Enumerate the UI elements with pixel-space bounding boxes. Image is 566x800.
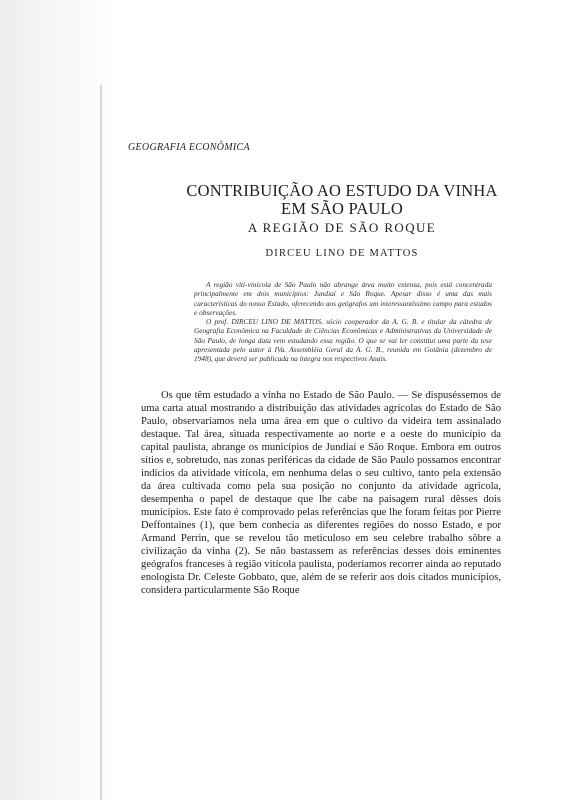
abstract-paragraph: A região viti-vinícola de São Paulo não abrange área muito extensa, pois está concentrada principalmente em dois municípios: Jundiaí e São Roque. Apesar disso é uma das mais características do nosso Estado, oferecendo aos geógrafos um interessantíssimo campo para estudos e observações.	[194, 280, 492, 317]
abstract	[194, 280, 492, 364]
page-margin-shadow	[0, 0, 118, 800]
abstract-paragraph: O prof. DIRCEU LINO DE MATTOS, sócio cooperador da A. G. B. e titular da cátedra de Geografia Econômica na Faculdade de Ciências Econômicas e Administrativas da Universidade de São Paulo, de longa data vem estudando essa região. O que se vai ler constitui uma parte da tese apresentada pelo autor à IVa. Assembléia Geral da A. G. B., reunida em Goiânia (dezembro de 1948), que deverá ser publicada na íntegra nos respectivos Anais.	[194, 317, 492, 364]
body-paragraph: Os que têm estudado a vinha no Estado de São Paulo. — Se dispuséssemos de uma carta atual mostrando a distribuição das atividades agrícolas do Estado de São Paulo, observaríamos nela uma área em que o cultivo da videira tem assinalado destaque. Tal área, situada respectivamente ao norte e a oeste do município da capital paulista, abrange os municípios de Jundiaí e São Roque. Embora em outros sítios e, sobretudo, nas zonas periféricas da cidade de São Paulo possamos encontrar indícios da atividade vitícola, em nenhuma delas o seu cultivo, tanto pela extensão da área cultivada como pela sua posição no conjunto da atividade agrícola, desempenha o papel de destaque que lhe cabe na paisagem rural dêsses dois municípios. Este fato é comprovado pelas referências que lhe foram feitas por Pierre Deffontaines (1), que bem conhecia as diferentes regiões do nosso Estado, e por Armand Perrin, que se revelou tão meticuloso em seu celebre trabalho sôbre a civilização da vinha (2). Se não bastassem as referências desses dois eminentes geógrafos franceses à região vitícola paulista, poderíamos recorrer ainda ao reputado enologista Dr. Celeste Gobbato, que, além de se referir aos dois citados municípios, considera particularmente São Roque	[141, 390, 501, 596]
article-title-line-2: EM SÃO PAULO	[281, 199, 403, 218]
article-title-line-1: CONTRIBUIÇÃO AO ESTUDO DA VINHA	[186, 181, 498, 200]
body-text	[141, 389, 501, 597]
section-label: GEOGRAFIA ECONÔMICA	[128, 142, 250, 153]
article-subtitle: A REGIÃO DE SÃO ROQUE	[247, 220, 437, 235]
author-name: DIRCEU LINO DE MATTOS	[265, 248, 419, 259]
document-page	[118, 0, 566, 800]
